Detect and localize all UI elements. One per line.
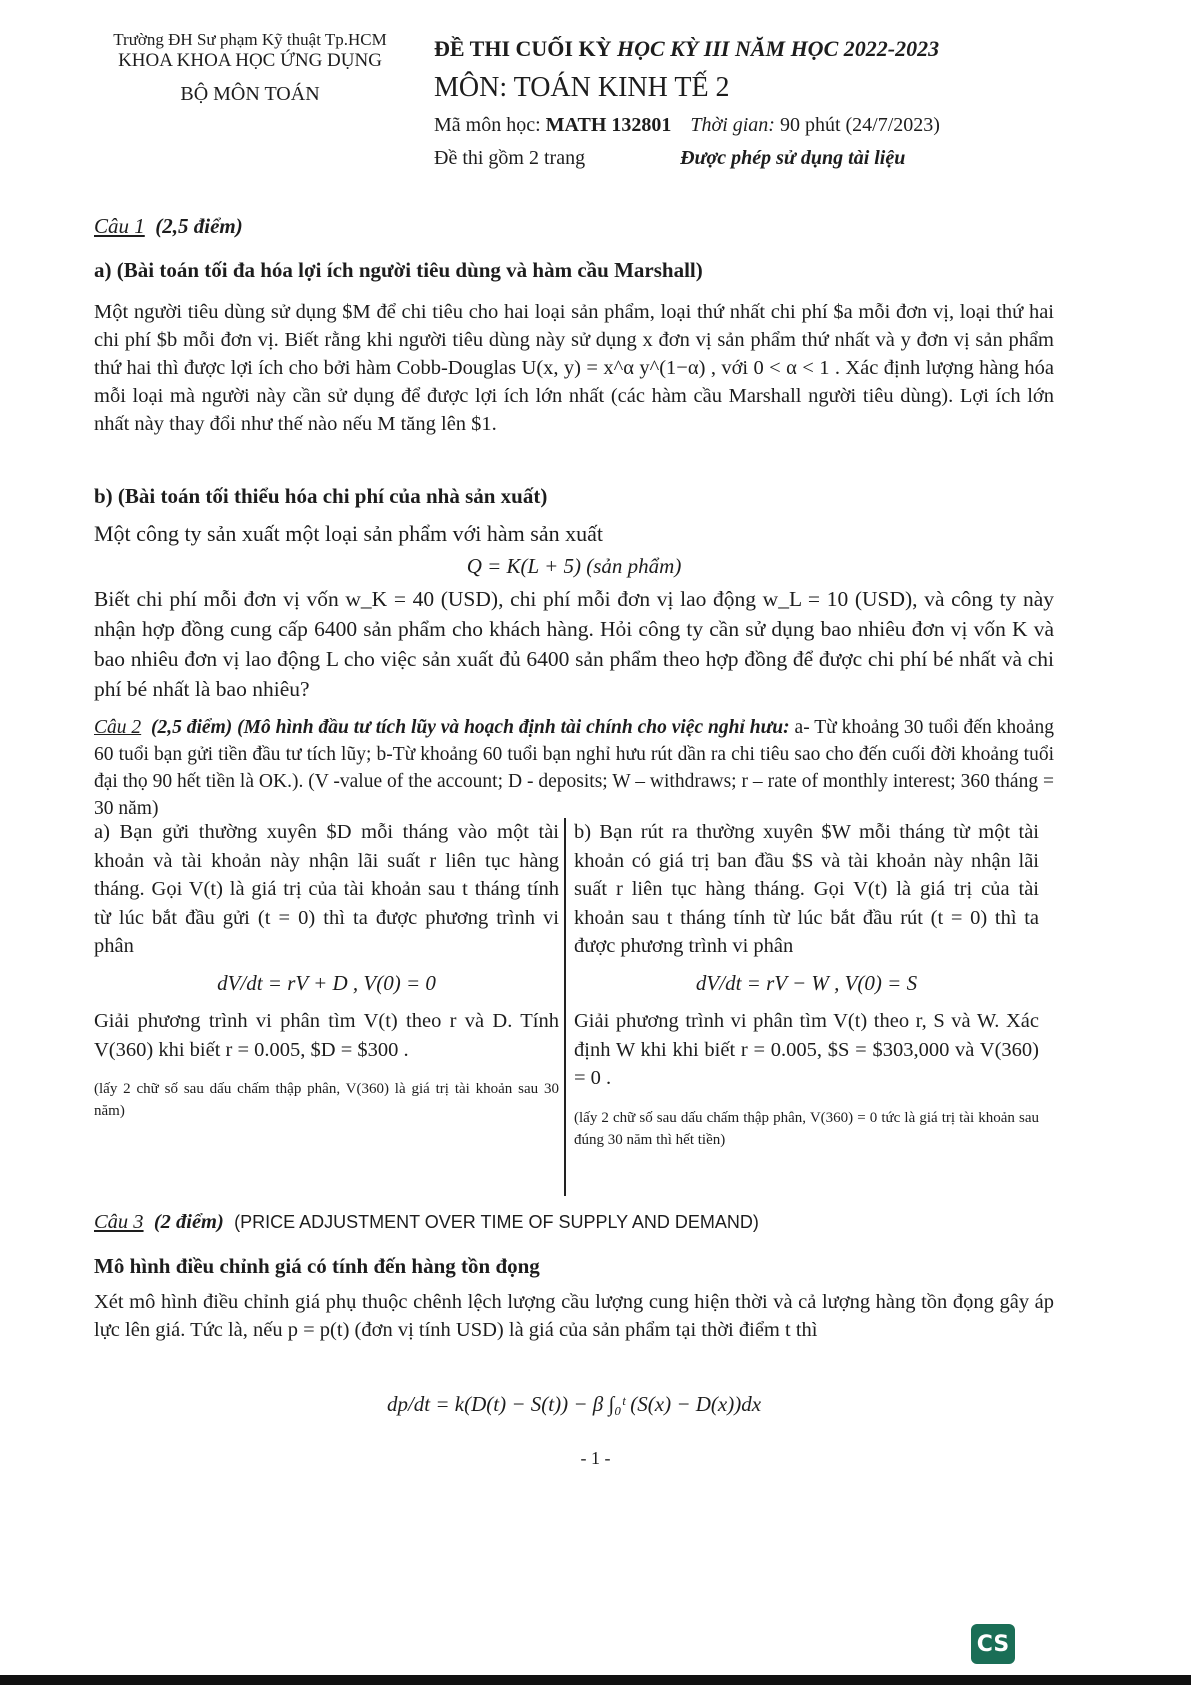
q2b-equation: dV/dt = rV − W , V(0) = S xyxy=(695,970,918,995)
q2b-column xyxy=(574,818,1039,1151)
materials-text: Được phép sử dụng tài liệu xyxy=(680,147,906,169)
q2b-note: (lấy 2 chữ số sau dấu chấm thập phân, V(360) = 0 tức là giá trị tài khoản sau đúng 30 năm thì hết tiền) xyxy=(574,1109,1039,1148)
page-number: - 1 - xyxy=(580,1448,611,1468)
q2b-text: b) Bạn rút ra thường xuyên $W mỗi tháng từ một tài khoản có giá trị ban đầu $S và tài khoản này nhận lãi suất r liên tục hàng tháng. Gọi V(t) là giá trị của tài khoản sau t tháng tính từ lúc bắt đầu rút (t = 0) thì ta được phương trình vi phân xyxy=(574,821,1039,957)
bottom-edge xyxy=(0,1675,1191,1685)
q1b-intro: Một công ty sản xuất một loại sản phẩm với hàm sản xuất xyxy=(94,521,603,546)
course-code-row xyxy=(434,114,1034,137)
time-value: 90 phút (24/7/2023) xyxy=(779,114,940,136)
question-3-title: Câu 3 xyxy=(94,1211,144,1233)
exam-title xyxy=(434,36,1034,62)
q2a-task: Giải phương trình vi phân tìm V(t) theo r và D. Tính V(360) khi biết r = 0.005, $D = $300 . xyxy=(94,1010,559,1061)
q1a-text: Một người tiêu dùng sử dụng $M để chi tiêu cho hai loại sản phẩm, loại thứ nhất chi phí $a mỗi đơn vị, loại thứ hai chi phí $b mỗi đơn vị. Biết rằng khi người tiêu dùng này sử dụng x đơn vị sản phẩm thứ nhất và y đơn vị sản phẩm thứ hai thì được lợi ích cho bởi hàm Cobb-Douglas U(x, y) = x^α y^(1−α) , với 0 < α < 1 . Xác định lượng hàng hóa mỗi loại mà người này cần sử dụng để được lợi ích lớn nhất (các hàm cầu Marshall người tiêu dùng). Lợi ích lớn nhất này thay đổi như thế nào nếu M tăng lên $1. xyxy=(94,301,1054,435)
pages-text: Đề thi gồm 2 trang xyxy=(434,147,586,169)
question-1-heading xyxy=(94,212,1054,240)
q1b-text: Biết chi phí mỗi đơn vị vốn w_K = 40 (USD), chi phí mỗi đơn vị lao động w_L = 10 (USD), và công ty này nhận hợp đồng cung cấp 6400 sản phẩm cho khách hàng. Hỏi công ty cần sử dụng bao nhiêu đơn vị vốn K và bao nhiêu đơn vị lao động L cho việc sản xuất đủ 6400 sản phẩm theo hợp đồng để được chi phí bé nhất và chi phí bé nhất là bao nhiêu? xyxy=(94,587,1054,701)
q3-subtitle: Mô hình điều chỉnh giá có tính đến hàng tồn đọng xyxy=(94,1254,540,1278)
question-2-intro: a- Từ khoảng 30 tuổi đến khoảng 60 tuổi bạn gửi tiền đầu tư tích lũy; b-Từ khoảng 60 tuổi bạn nghỉ hưu rút dần ra chi tiêu sao cho đến cuối đời khoảng tuổi đại thọ 90 hết tiền là OK.). (V -value of the account; D - deposits; W – withdraws; r – rate of monthly interest; 360 tháng = 30 năm) xyxy=(94,717,1055,819)
camscanner-logo: CS xyxy=(971,1624,1015,1664)
q3-equation: dp/dt = k(D(t) − S(t)) − β ∫₀ᵗ (S(x) − D(x))dx xyxy=(386,1392,762,1416)
q2a-note: (lấy 2 chữ số sau dấu chấm thập phân, V(360) là giá trị tài khoản sau 30 năm) xyxy=(94,1081,559,1119)
question-2-title: Câu 2 xyxy=(94,717,142,738)
q2a-equation: dV/dt = rV + D , V(0) = 0 xyxy=(217,970,436,995)
q2a-text: a) Bạn gửi thường xuyên $D mỗi tháng vào một tài khoản và tài khoản này nhận lãi suất r liên tục hàng tháng. Gọi V(t) là giá trị của tài khoản sau t tháng tính từ lúc bắt đầu gửi (t = 0) thì ta được phương trình vi phân xyxy=(94,821,559,957)
question-2-columns xyxy=(94,818,1054,1196)
question-3-points: (2 điểm) xyxy=(153,1211,224,1233)
school-name: Trường ĐH Sư phạm Kỹ thuật Tp.HCM xyxy=(113,30,387,49)
q2b-task: Giải phương trình vi phân tìm V(t) theo r, S và W. Xác định W khi khi biết r = 0.005, $S = $303,000 và V(360) = 0 . xyxy=(574,1010,1039,1089)
code-label: Mã môn học: xyxy=(434,114,541,136)
exam-title-semester: HỌC KỲ III NĂM HỌC 2022-2023 xyxy=(616,36,940,61)
q3-text: Xét mô hình điều chỉnh giá phụ thuộc chênh lệch lượng cầu lượng cung hiện thời và cả lượng hàng tồn đọng gây áp lực lên giá. Tức là, nếu p = p(t) (đơn vị tính USD) là giá của sản phẩm tại thời điểm t thì xyxy=(94,1291,1054,1341)
q1a-title: a) (Bài toán tối đa hóa lợi ích người tiêu dùng và hàm cầu Marshall) xyxy=(94,258,703,282)
exam-title-main: ĐỀ THI CUỐI KỲ xyxy=(434,36,617,61)
header-institution xyxy=(85,30,415,106)
q1b-title: b) (Bài toán tối thiểu hóa chi phí của nhà sản xuất) xyxy=(94,484,548,508)
question-1-points: (2,5 điểm) xyxy=(155,214,243,238)
time-label: Thời gian: xyxy=(690,114,775,136)
code-value: MATH 132801 xyxy=(545,114,672,136)
question-2-points: (2,5 điểm) (Mô hình đầu tư tích lũy và hoạch định tài chính cho việc nghỉ hưu: xyxy=(150,717,790,738)
faculty-name: KHOA KHOA HỌC ỨNG DỤNG xyxy=(118,49,382,71)
question-2-heading xyxy=(94,714,1054,822)
header-exam-info xyxy=(434,36,1034,170)
course-name: MÔN: TOÁN KINH TẾ 2 xyxy=(434,72,730,103)
pages-row xyxy=(434,147,1034,170)
q2a-column xyxy=(94,818,559,1122)
column-divider xyxy=(564,818,566,1196)
question-1-title: Câu 1 xyxy=(94,214,145,238)
question-3-heading xyxy=(94,1208,1054,1236)
q1b-production-equation: Q = K(L + 5) (sản phẩm) xyxy=(466,554,682,578)
question-3-topic: (PRICE ADJUSTMENT OVER TIME OF SUPPLY AND DEMAND) xyxy=(234,1212,759,1232)
department-name: BỘ MÔN TOÁN xyxy=(180,83,320,106)
